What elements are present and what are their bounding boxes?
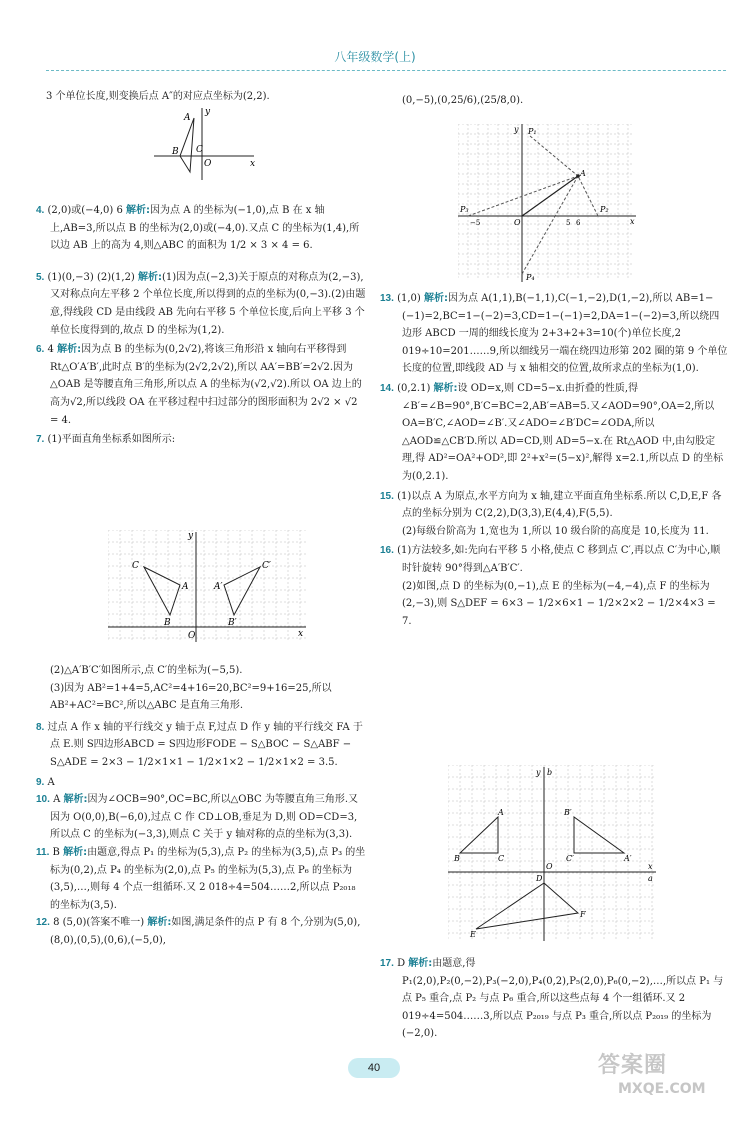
fig12-label-O: O [514,218,521,227]
fig16-label-F: F [580,910,586,919]
q17-tag: 解析: [408,958,433,969]
fig12-label-P1: P₁ [528,127,537,136]
fig1-label-A: A [184,113,191,123]
fig16-label-C-prime: C′ [566,854,574,863]
fig16-label-C: C [498,854,505,863]
watermark-url: MXQE.COM [618,1081,706,1097]
q14-answer: (0,2.1) [397,382,434,394]
q10-text: 因为∠OCB=90°,OC=BC,所以△OBC 为等腰直角三角形.又因为 O(0,0),B(−6,0),过点 C 作 CD⊥OB,垂足为 D,则 OD=CD=3,所以点 C 的坐标为(−3,3),则点 C 关于 y 轴对称的点的坐标为(3,3). [50,794,359,841]
q6-number: 6. [36,344,45,356]
fig1-label-C: C [196,145,203,155]
q16-text1: (1)方法较多,如:先向右平移 5 小格,使点 C 移到点 C′,再以点 C′为中心,顺时针旋转 90°得到△A′B′C′. [397,545,721,574]
q6-answer: 4 [47,344,58,356]
continued-line: 3 个单位长度,则变换后点 A″的对应点坐标为(2,2). [46,91,270,102]
fig1-label-y: y [205,107,211,117]
q10-number: 10. [36,794,50,806]
watermark-logo: 答案圈 [598,1053,668,1078]
fig12-label-y: y [514,125,519,134]
fig16-label-y: y [536,768,541,777]
q7-number: 7. [36,434,45,446]
q17-number: 17. [380,958,394,969]
fig7-label-A-prime: A′ [214,582,223,592]
fig16-label-B-prime: B′ [564,808,572,817]
q12-answer: 8 (5,0)(答案不唯一) [53,917,148,929]
left-column [46,88,366,106]
figure-1 [150,106,260,186]
q10-tag: 解析: [63,794,88,806]
q7-line2: (2)△A′B′C′如图所示,点 C′的坐标为(−5,5). [50,665,243,676]
fig16-label-a: a [648,874,653,883]
fig12-label-P2: P₂ [600,205,609,214]
fig7-label-B-prime: B′ [228,618,237,628]
fig7-label-O: O [188,631,196,641]
q16-text2: (2)如图,点 D 的坐标为(0,−1),点 E 的坐标为(−4,−4),点 F 的坐标为(2,−3),则 S△DEF = 6×3 − 1/2×6×1 − 1/2×2×2 − 1/2×4×3 = 7. [402,580,716,627]
q8-text: 过点 A 作 x 轴的平行线交 y 轴于点 F,过点 D 作 y 轴的平行线交 FA 于点 E.则 S四边形ABCD = S四边形FODE − S△BOC − S△ABF − S△ADE = 2×3 − 1/2×1×1 − 1/2×1×2 − 1/2×1×2 = 3.5. [47,721,363,768]
fig12-tick-neg5: −5 [470,219,481,227]
q11-number: 11. [36,846,50,858]
figure-12-grid [458,124,638,284]
q6-tag: 解析: [57,344,82,356]
fig7-label-y: y [188,531,194,541]
q13-number: 13. [380,293,394,304]
q12-tag: 解析: [147,917,172,929]
q4-answer: (2,0)或(−4,0) 6 [47,205,127,216]
q10-answer: A [53,794,64,806]
fig16-label-O: O [546,862,553,871]
q5-tag: 解析: [138,271,163,283]
fig7-label-x: x [298,629,304,639]
header-divider [46,70,726,71]
fig12-label-x: x [630,217,635,226]
fig16-label-A-prime: A′ [624,854,632,863]
fig12-label-A: A [580,169,586,178]
q9-answer: A [47,776,55,788]
q11-answer: B [52,846,64,858]
right-column-body [380,290,728,630]
fig16-label-B: B [454,854,460,863]
figure-16-grid [448,765,658,945]
q12-text: 如图,满足条件的点 P 有 8 个,分别为(5,0),(8,0),(0,5),(0,6),(−5,0), [50,917,361,946]
q11-text: 由题意,得点 P₁ 的坐标为(5,3),点 P₂ 的坐标为(3,5),点 P₃ 的坐标为(0,2),点 P₄ 的坐标为(2,0),点 P₅ 的坐标为(5,3),点 P₆ 的坐标为(3,5),…,则每 4 个点一组循环.又 2 018÷4=504……2,所以点 P₂₀₁₈ 的坐标为(3,5). [50,846,366,911]
left-column-body-2 [36,662,366,950]
q12-continued: (0,−5),(0,25/6),(25/8,0). [402,95,524,106]
q6-text: 因为点 B 的坐标为(0,2√2),将该三角形沿 x 轴向右平移得到 Rt△O′A′B′,此时点 B′的坐标为(2√2,2√2),所以 AA′=BB′=2√2.因为△OAB 是等腰直角三角形,所以点 A 的坐标为(√2,√2).所以 OA 边上的高为√2,所以线段 OA 在平移过程中扫过部分的图形面积为 2√2 × √2 = 4. [50,344,362,426]
fig12-label-P3: P₃ [460,205,469,214]
fig1-label-B: B [172,147,179,157]
left-column-body [36,202,366,449]
fig16-label-b: b [547,768,553,777]
fig16-label-A: A [498,808,504,817]
fig16-label-x: x [648,862,653,871]
q8-number: 8. [36,721,45,733]
fig7-label-B: B [164,618,171,628]
figure-7-grid [108,530,308,645]
q13-tag: 解析: [423,293,448,304]
q5-answer: (1)(0,−3) (2)(1,2) [47,271,139,283]
fig12-tick-5: 5 [566,219,571,227]
fig1-label-x: x [250,159,256,169]
q12-number: 12. [36,917,50,929]
q7-line3: (3)因为 AB²=1+4=5,AC²=4+16=20,BC²=9+16=25,所以 AB²+AC²=BC²,所以△ABC 是直角三角形. [50,682,332,712]
q17-answer: D [397,958,409,969]
q14-text: 设 OD=x,则 CD=5−x.由折叠的性质,得∠B′=∠B=90°,B′C=BC=2,AB′=AB=5.又∠AOD=90°,OA=2,所以 OA=B′C,∠AOD=∠B′.又∠ADO=∠B′DC=∠ODA,所以△AOD≌△CB′D.所以 AD=CD,则 AD=5−x.在 Rt△AOD 中,由勾股定理,得 AD²=OA²+OD²,即 2²+x²=(5−x)²,解得 x=2.1,所以点 D 的坐标为(0,2.1). [402,382,724,482]
fig7-label-C: C [132,561,139,571]
fig7-label-C-prime: C′ [262,561,271,571]
fig16-label-E: E [470,930,476,939]
q15-number: 15. [380,490,394,502]
q9-number: 9. [36,776,45,788]
q14-tag: 解析: [433,382,458,394]
q5-text: (1)因为点(−2,3)关于原点的对称点为(2,−3),又对称点向左平移 2 个单位长度,所以得到的点的坐标为(0,−3).(2)由题意,得线段 CD 是由线段 AB 先向右平移 5 个单位长度,后向上平移 3 个单位长度得到的,故点 D 的坐标为(1,2). [50,271,366,336]
q13-text: 因为点 A(1,1),B(−1,1),C(−1,−2),D(1,−2),所以 AB=1−(−1)=2,BC=1−(−2)=3,CD=1−(−1)=2,DA=1−(−2)=3,所以绕四边形 ABCD 一周的细线长度为 2+3+2+3=10(个)单位长度,2 019÷10=201……9,所以细线另一端在绕四边形第 202 圈的第 9 个单位长度的位置,即线段 AD 与 x 轴相交的位置,故所求点的坐标为(1,0). [402,293,728,375]
q15-text2: (2)每级台阶高为 1,宽也为 1,所以 10 级台阶的高度是 10,长度为 11. [402,525,709,537]
page-header-title: 八年级数学(上) [334,50,416,64]
q4-tag: 解析: [126,205,151,216]
fig7-label-A: A [182,582,189,592]
q16-number: 16. [380,545,394,557]
q7-line1: (1)平面直角坐标系如图所示: [47,434,176,446]
fig12-tick-6: 6 [576,219,581,227]
q14-number: 14. [380,382,394,394]
right-column-top [402,92,728,110]
q17-text: 由题意,得 P₁(2,0),P₂(0,−2),P₃(−2,0),P₄(0,2),P₅(2,0),P₆(0,−2),…,所以点 P₁ 与点 P₅ 重合,点 P₂ 与点 P₆ 重合,所以这些点每 4 个一组循环.又 2 019÷4=504……3,所以点 P₂₀₁₉ 与点 P₃ 重合,所以点 P₂₀₁₉ 的坐标为(−2,0). [402,958,724,1040]
page-number: 40 [348,1058,400,1078]
q4-text: 因为点 A 的坐标为(−1,0),点 B 在 x 轴上,AB=3,所以点 B 的坐标为(2,0)或(−4,0).又点 C 的坐标为(1,4),所以边 AB 上的高为 4,则△ABC 的面积为 1/2 × 3 × 4 = 6. [50,205,360,252]
q5-number: 5. [36,271,45,283]
fig16-label-D: D [536,874,543,883]
q15-text1: (1)以点 A 为原点,水平方向为 x 轴,建立平面直角坐标系.所以 C,D,E,F 各点的坐标分别为 C(2,2),D(3,3),E(4,4),F(5,5). [397,490,722,520]
q13-answer: (1,0) [397,293,424,304]
right-column-bottom [380,955,728,1043]
fig12-label-P4: P₄ [526,273,535,282]
q11-tag: 解析: [63,846,88,858]
fig1-label-O: O [204,159,212,169]
q4-number: 4. [36,205,45,216]
